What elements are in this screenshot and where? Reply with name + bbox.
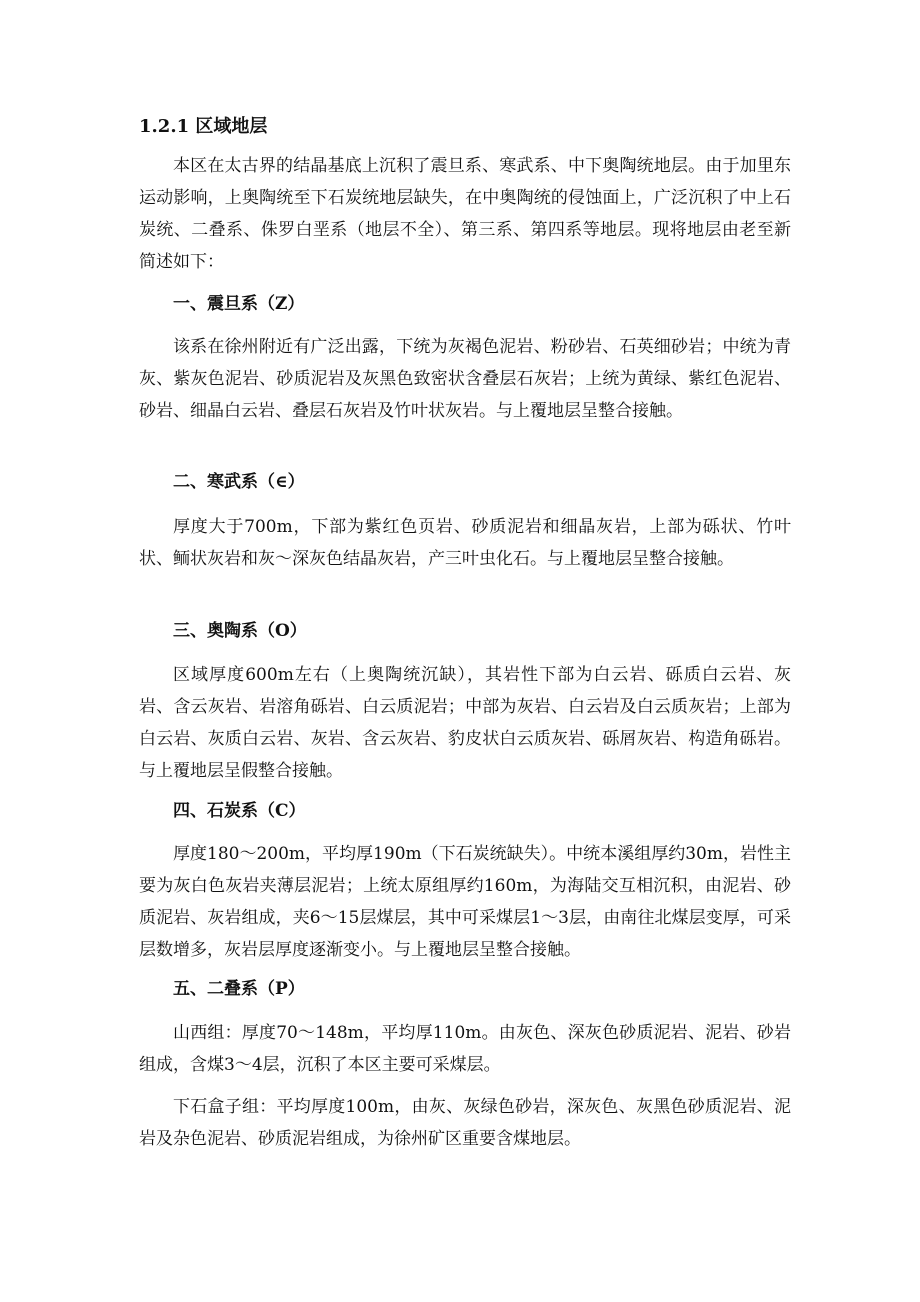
heading-permian: 五、二叠系（P） [173,979,305,999]
heading-ordovician: 三、奥陶系（O） [173,621,307,641]
section-title: 1.2.1 区域地层 [139,116,268,137]
paragraph-lower-shihezi-formation: 下石盒子组：平均厚度100m，由灰、灰绿色砂岩，深灰色、灰黑色砂质泥岩、泥岩及杂色泥岩、砂质泥岩组成，为徐州矿区重要含煤地层。 [139,1097,791,1149]
heading-carboniferous: 四、石炭系（C） [173,801,306,821]
paragraph-sinian: 该系在徐州附近有广泛出露，下统为灰褐色泥岩、粉砂岩、石英细砂岩；中统为青灰、紫灰色泥岩、砂质泥岩及灰黑色致密状含叠层石灰岩；上统为黄绿、紫红色泥岩、砂岩、细晶白云岩、叠层石灰岩及竹叶状灰岩。与上覆地层呈整合接触。 [139,337,791,421]
intro-paragraph: 本区在太古界的结晶基底上沉积了震旦系、寒武系、中下奥陶统地层。由于加里东运动影响，上奥陶统至下石炭统地层缺失，在中奥陶统的侵蚀面上，广泛沉积了中上石炭统、二叠系、侏罗白垩系（地层不全）、第三系、第四系等地层。现将地层由老至新简述如下： [139,156,791,272]
paragraph-cambrian: 厚度大于700m，下部为紫红色页岩、砂质泥岩和细晶灰岩，上部为砾状、竹叶状、鲕状灰岩和灰～深灰色结晶灰岩，产三叶虫化石。与上覆地层呈整合接触。 [139,517,791,569]
paragraph-shanxi-formation: 山西组：厚度70～148m，平均厚110m。由灰色、深灰色砂质泥岩、泥岩、砂岩组成，含煤3～4层，沉积了本区主要可采煤层。 [139,1023,791,1075]
paragraph-carboniferous: 厚度180～200m，平均厚190m（下石炭统缺失）。中统本溪组厚约30m，岩性主要为灰白色灰岩夹薄层泥岩；上统太原组厚约160m，为海陆交互相沉积，由泥岩、砂质泥岩、灰岩组成，夹6～15层煤层，其中可采煤层1～3层，由南往北煤层变厚，可采层数增多，灰岩层厚度逐渐变小。与上覆地层呈整合接触。 [139,844,791,960]
heading-sinian: 一、震旦系（Z） [173,294,305,314]
heading-cambrian: 二、寒武系（∈） [173,472,305,492]
paragraph-ordovician: 区域厚度600m左右（上奥陶统沉缺），其岩性下部为白云岩、砾质白云岩、灰岩、含云灰岩、岩溶角砾岩、白云质泥岩；中部为灰岩、白云岩及白云质灰岩；上部为白云岩、灰质白云岩、灰岩、含云灰岩、豹皮状白云质灰岩、砾屑灰岩、构造角砾岩。与上覆地层呈假整合接触。 [139,665,791,781]
